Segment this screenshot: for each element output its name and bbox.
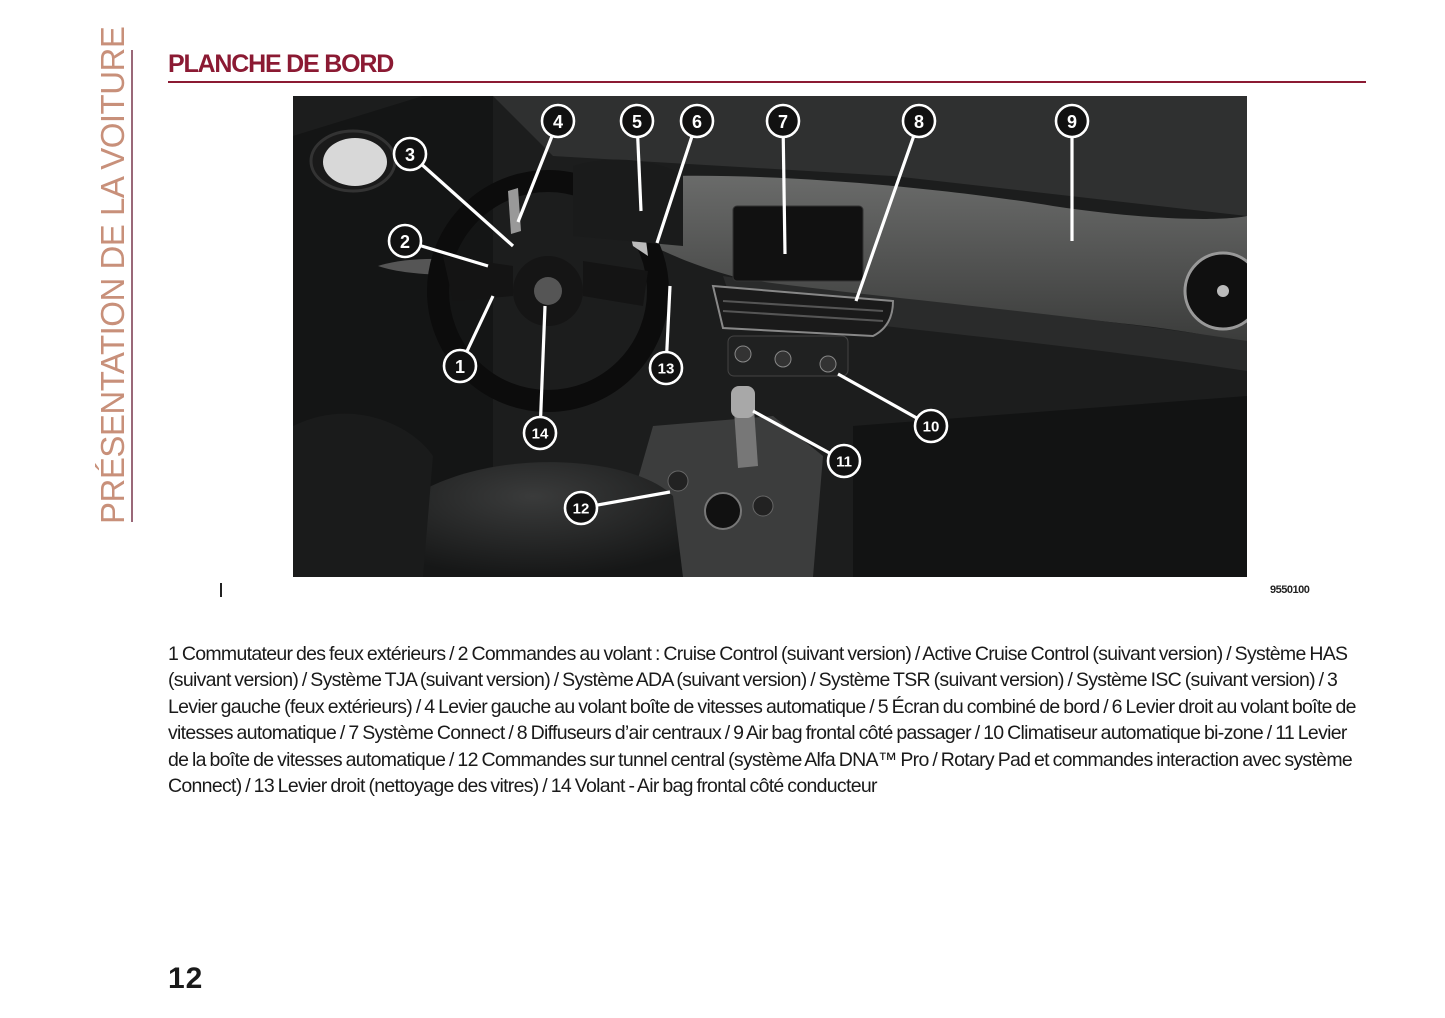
svg-text:14: 14 <box>531 425 549 443</box>
callout-5 <box>621 105 653 137</box>
svg-text:6: 6 <box>691 112 703 132</box>
dashboard-illustration <box>293 96 1247 577</box>
svg-text:3: 3 <box>404 145 416 165</box>
svg-text:13: 13 <box>657 360 675 378</box>
callout-6 <box>681 105 713 137</box>
svg-text:9: 9 <box>1066 112 1078 132</box>
section-title: PLANCHE DE BORD <box>168 50 394 78</box>
callout-13 <box>650 352 682 384</box>
svg-text:7: 7 <box>777 112 789 132</box>
chapter-title: PRÉSENTATION DE LA VOITURE <box>94 26 131 524</box>
callout-11 <box>828 445 860 477</box>
callout-10 <box>915 410 947 442</box>
callout-4 <box>542 105 574 137</box>
figure-code: 9550100 <box>1270 584 1310 596</box>
svg-text:1: 1 <box>454 357 466 377</box>
svg-text:2: 2 <box>399 232 411 252</box>
callout-2 <box>389 225 421 257</box>
chapter-side-tab <box>92 26 134 524</box>
svg-text:12: 12 <box>572 500 590 518</box>
svg-text:5: 5 <box>631 112 643 132</box>
callout-9 <box>1056 105 1088 137</box>
title-divider <box>168 81 1366 83</box>
callout-8 <box>903 105 935 137</box>
callout-12 <box>565 492 597 524</box>
svg-text:10: 10 <box>922 418 940 436</box>
callout-7 <box>767 105 799 137</box>
figure-caption: 1 Commutateur des feux extérieurs / 2 Commandes au volant : Cruise Control (suivant version) / Active Cruise Control (suivant version) / Système HAS (suivant version) / Système TJA (suivant version) / Système ADA (suivant version) / Système TSR (suivant version) / Système ISC (suivant version) / 3 Levier gauche (feux extérieurs) / 4 Levier gauche au volant boîte de vitesses automatique / 5 Écran du combiné de bord / 6 Levier droit au volant boîte de vitesses automatique / 7 Système Connect / 8 Diffuseurs d’air centraux / 9 Air bag frontal côté passager / 10 Climatiseur automatique bi-zone / 11 Levier de la boîte de vitesses automatique / 12 Commandes sur tunnel central (système Alfa DNA™ Pro / Rotary Pad et commandes interaction avec système Connect) / 13 Levier droit (nettoyage des vitres) / 14 Volant - Air bag frontal côté conducteur <box>168 642 1356 798</box>
page-number: 12 <box>168 962 204 995</box>
callout-1 <box>444 350 476 382</box>
figure-margin-mark <box>220 583 222 597</box>
callout-14 <box>524 417 556 449</box>
chapter-divider <box>131 50 133 522</box>
callout-3 <box>394 138 426 170</box>
dashboard-figure <box>293 96 1247 577</box>
svg-text:8: 8 <box>913 112 925 132</box>
svg-text:11: 11 <box>836 453 852 471</box>
svg-text:4: 4 <box>552 112 564 132</box>
